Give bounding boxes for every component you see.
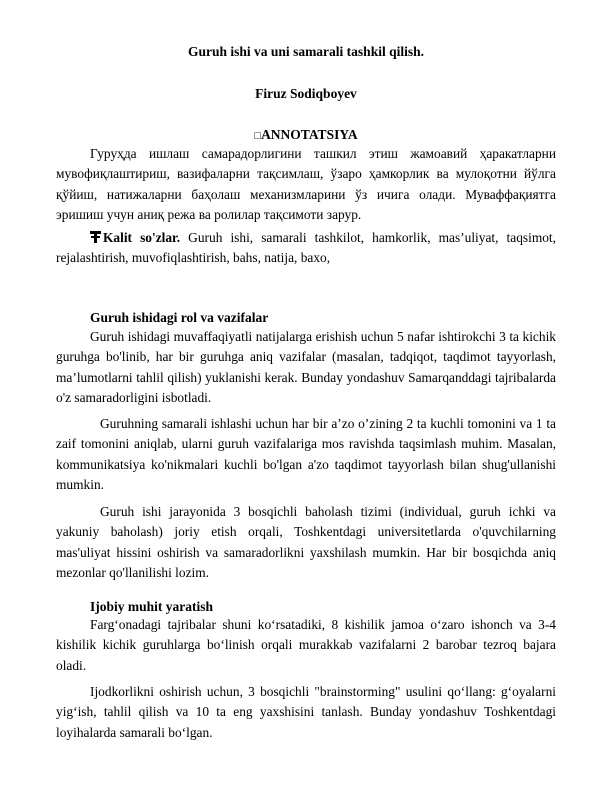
section2-paragraph-1: Farg‘onadagi tajribalar shuni ko‘rsatadiki, 8 kishilik jamoa o‘zaro ishonch va 3-4 kishilik kichik guruhlarga bo‘linish orqali murakkab vazifalarni 2 barobar tezroq bajara oladi. (56, 617, 556, 673)
keywords-text: Guruh ishi, samarali tashkilot, hamkorlik, mas’uliyat, taqsimot, rejalashtirish, muvofiqlashtirish, bahs, natija, baxo, (56, 230, 557, 266)
annotation-heading-text: ANNOTATSIYA (261, 127, 358, 142)
section-heading-roles: Guruh ishidagi rol va vazifalar (90, 310, 269, 325)
author-name: Firuz Sodiqboyev (255, 86, 357, 101)
keywords-paragraph (56, 228, 556, 269)
section2-paragraph-2: Ijodkorlikni oshirish uchun, 3 bosqichli "brainstorming" usulini qo‘llang: g‘oyalarni yig‘ish, tahlil qilish va 10 ta eng yaxshisini tanlash. Bunday yondashuv Toshkentdagi loyihalarda samarali bo‘lgan. (56, 684, 556, 740)
section1-paragraph-3: Guruh ishi jarayonida 3 bosqichli baholash tizimi (individual, guruh ichki va yakuniy baholash) joriy etish orqali, Toshkentdagi universitetlarda o'quvchilarning mas'uliyat hissini oshirish va samaradorlikni yaxshilash mumkin. Har bir bosqichda aniq mezonlar qo'llanilishi lozim. (56, 504, 556, 581)
annotation-text: Гуруҳда ишлаш самарадорлигини ташкил этиш жамоавий ҳаракатларни мувофиқлаштириш, вазифаларни тақсимлаш, ўзаро ҳамкорлик ва мулоқотни йўлга қўйиш, натижаларни баҳолаш механизмларини ўз ичига олади. Муваффақиятга эришиш учун аниқ режа ва ролилар тақсимоти зарур. (56, 146, 556, 223)
keywords-label: Kalit so'zlar. (103, 230, 181, 245)
keywords-marker-icon (90, 231, 101, 243)
section1-paragraph-1: Guruh ishidagi muvaffaqiyatli natijalarga erishish uchun 5 nafar ishtirokchi 3 ta kichik guruhga bo'linib, har bir guruhga aniq vazifalar (masalan, tadqiqot, taqdimot tayyorlash, ma’lumotlarni tahlil qilish) yuklanishi kerak. Bunday yondashuv Samarqanddagi tajribalarda o'z samaradorligini isbotladi. (56, 329, 556, 406)
document-title: Guruh ishi va uni samarali tashkil qilish. (188, 44, 424, 59)
section-heading-environment: Ijobiy muhit yaratish (90, 599, 214, 614)
annotation-heading-mark: □ (254, 130, 262, 142)
section1-paragraph-2: Guruhning samarali ishlashi uchun har bir a’zo o’zining 2 ta kuchli tomonini va 1 ta zaif tomonini aniqlab, ularni guruh vazifalariga mos ravishda taqsimlash muhim. Masalan, kommunikatsiya ko'nikmalari kuchli bo'lgan a'zo taqdimot tayyorlash bilan shug'ullanishi mumkin. (56, 416, 556, 493)
annotation-heading (0, 127, 612, 143)
